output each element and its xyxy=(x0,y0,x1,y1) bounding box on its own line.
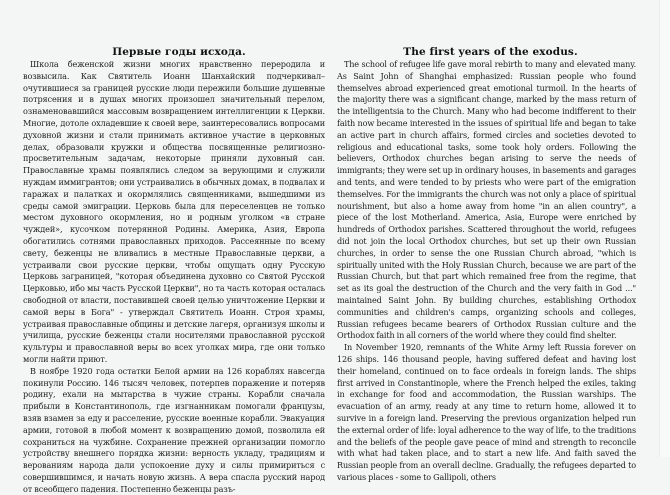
english-column xyxy=(337,45,636,484)
english-paragraph-2: In November 1920, remnants of the White Army left Russia forever on 126 ships. 146 thousand people, having suffered defeat and having lost their homeland, continued on to face ordeals in foreign lands. The ships first arrived in Constantinople, where the French helped the exiles, taking in exchange for food and accommodation, the Russian warships. The evacuation of an army, ready at any time to return home, allowed it to survive in a foreign land. Preserving the previous organization helped run the external order of life: loyal adherence to the way of life, to the traditions and the beliefs of the people gave peace of mind and strength to reconcile with what had taken place, and to start a new life. And faith saved the Russian people from an overall decline. Gradually, the refugees departed to various places - some to Gallipoli, others xyxy=(337,342,636,482)
russian-paragraph-2: В ноябре 1920 года остатки Белой армии на 126 кораблях навсегда покинули Россию. 146 тысяч человек, потерпев поражение и потеряв родину, ехали на мытарства в чужие страны. Корабли сначала прибыли в Константинополь, где изгнанникам помогали французы, взяв взамен за еду и расселение, русские военные корабли. Эвакуация армии, готовой в любой момент к возвращению домой, позволила ей сохраниться на чужбине. Сохранение прежней организации помогло устройству внешнего порядка жизни: верность укладу, традициям и верованиям народа дали успокоение духу и силы примириться с совершившимся, и начать новую жизнь. А вера спасла русский народ от всеобщего падения. Постепенно беженцы разъ- xyxy=(23,365,325,494)
russian-column xyxy=(23,45,325,495)
english-paragraph-1: The school of refugee life gave moral rebirth to many and elevated many. As Saint John of Shanghai emphasized: Russian people who found themselves abroad experienced great emotional turmoil. In the hearts of the majority there was a significant change, marked by the mass return of the intelligentsia to the Church. Many who had become indifferent to their faith now became interested in the issues of spiritual life and began to take an active part in church affairs, formed circles and societies devoted to religious and educational tasks, some took holy orders. Following the believers, Orthodox churches began arising to serve the needs of immigrants; they were set up in ordinary houses, in basements and garages and tents, and were tended to by priests who were part of the emigration themselves. For the immigrants the church was not only a place of spiritual nourishment, but also a home away from home "in an alien country", a piece of the lost Motherland. America, Asia, Europe were enriched by hundreds of Orthodox parishes. Scattered throughout the world, refugees did not join the local Orthodox churches, but set up their own Russian churches, in order to sense the one Russian Church abroad, "which is spiritually united with the Holy Russian Church, because we are part of the Russian Church, but that part which remained free from the regime, that set as its goal the destruction of the Church and the very faith in God ..." maintained Saint John. By building churches, establishing Orthodox communities and children's camps, organizing schools and colleges, Russian refugees became bearers of Orthodox Russian culture and the Orthodox faith in all corners of the world where they could find shelter. xyxy=(337,59,636,341)
page-edge-strip xyxy=(659,0,670,457)
english-section-title: The first years of the exodus. xyxy=(403,46,578,58)
russian-section-title: Первые годы исхода. xyxy=(112,46,246,58)
russian-paragraph-1: Школа беженской жизни многих нравственно переродила и возвысила. Как Святитель Иоанн Шанхайский подчеркивал– очутившиеся за границей русские люди пережили большие душевные потрясения и в душах многих произошел значительный перелом, ознаменовавшийся массовым возвращением интеллигенции к Церкви. Многие, дотоле охладевшие к своей вере, заинтересовались вопросами духовной жизни и стали принимать активное участие в церковных делах, образовали кружки и общества посвященные религиозно-просветительным задачам, некоторые приняли духовный сан. Православные храмы появлялись следом за верующими и служили нуждам иммигрантов; они устраивались в обычных домах, в подвалах и гаражах и палатках и окормлялись священниками, вышедшими из среды самой эмиграции. Церковь была для переселенцев не только местом духовного окормления, но и родным уголком «в стране чуждей», кусочком потерянной Родины. Америка, Азия, Европа обогатились сотнями православных приходов. Рассеянные по всему свету, беженцы не вливались в местные Православные церкви, а устраивали свои русские церкви, чтобы ощущать одну Русскую Церковь заграницей, "которая объединена духовно со Святой Русской Церковью, ибо мы часть Русской Церкви", но та часть которая осталась свободной от власти, поставившей своей целью уничтожение Церкви и самой веры в Бога" - утверждал Святитель Иоанн. Строя храмы, устраивая православные общины и детские лагеря, организуя школы и училища, русские беженцы стали носителями православной русской культуры и православной веры во всех уголках мира, где они только могли найти приют. xyxy=(23,59,325,364)
